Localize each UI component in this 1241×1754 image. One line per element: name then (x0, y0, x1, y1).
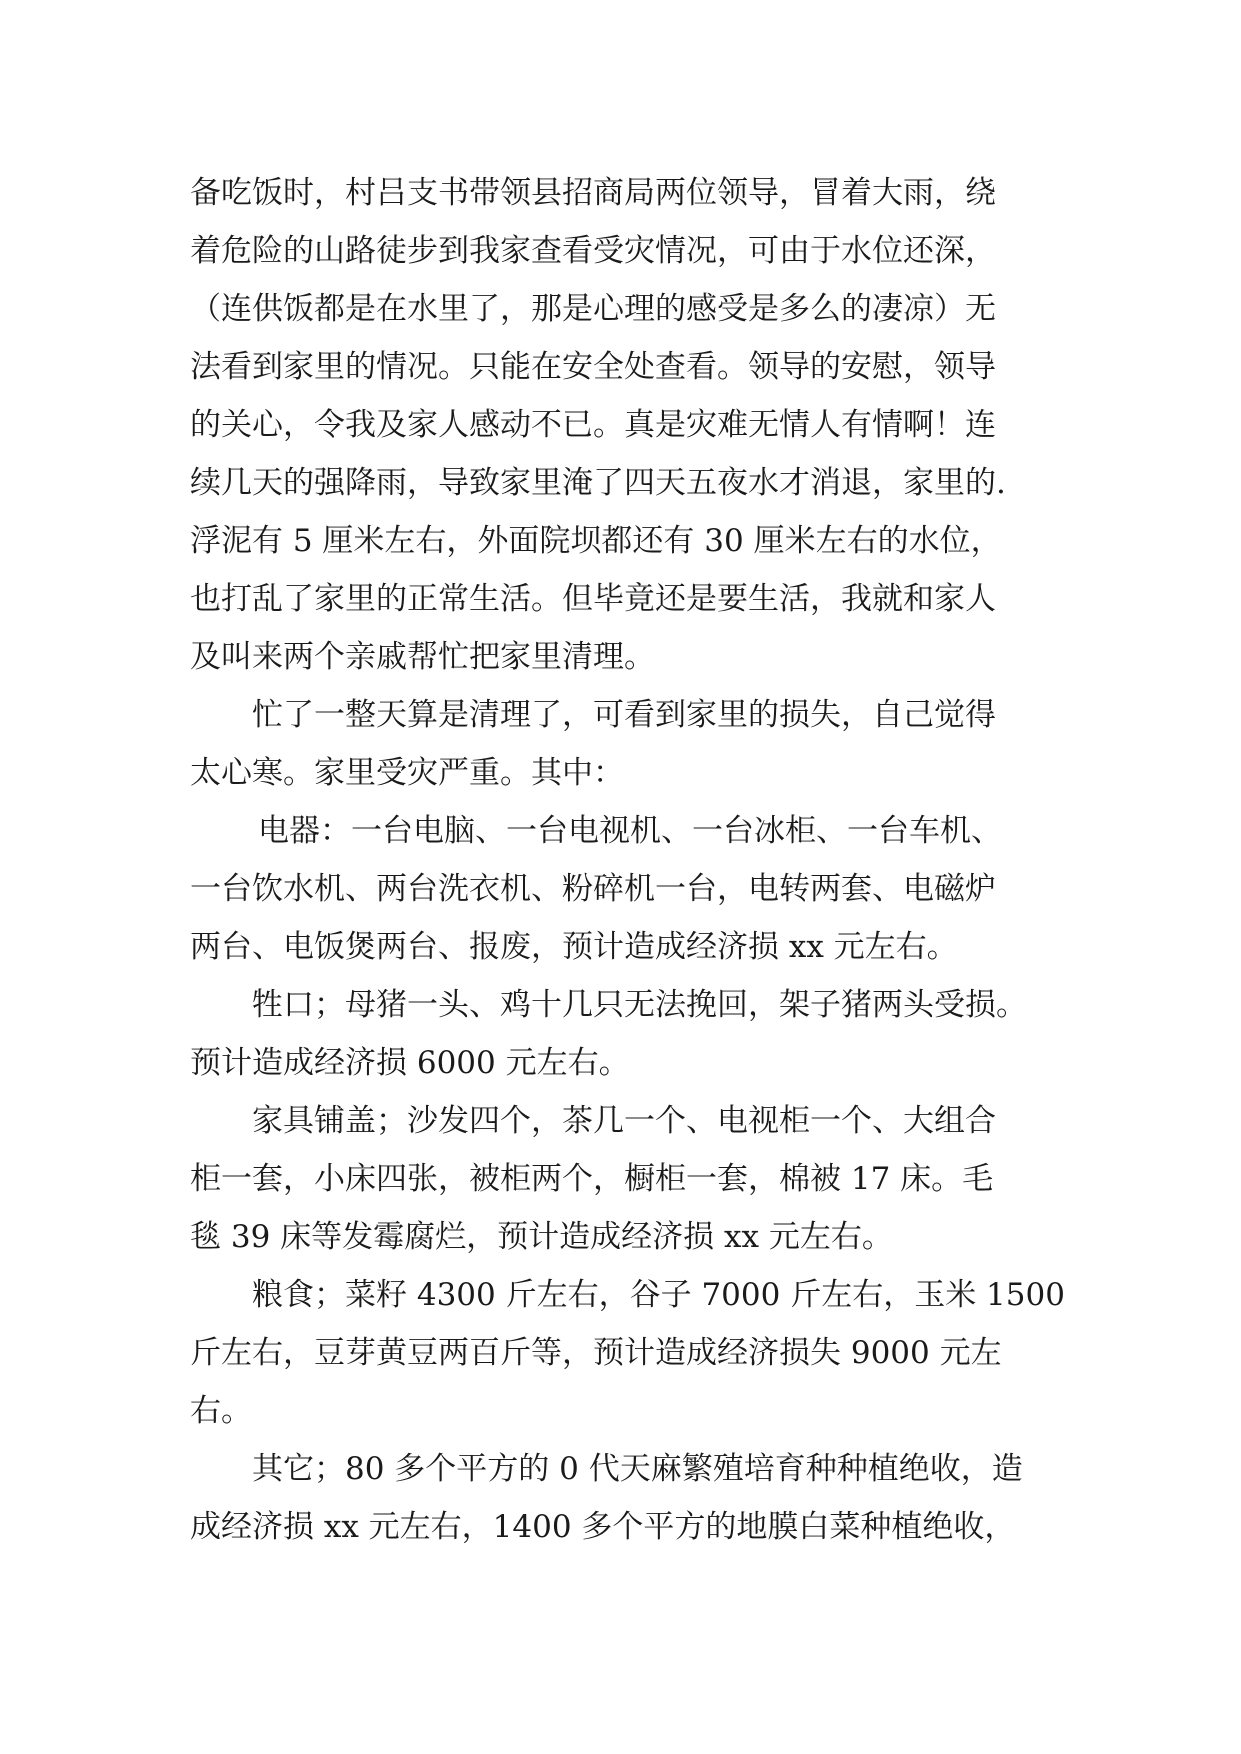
text-line: 太心寒。家里受灾严重。其中： (190, 755, 624, 791)
paragraph-start-line: 牲口；母猪一头、鸡十几只无法挽回，架子猪两头受损。 (252, 987, 1027, 1023)
text-line: 一台饮水机、两台洗衣机、粉碎机一台，电转两套、电磁炉 (190, 871, 996, 907)
text-line: 成经济损 xx 元左右，1400 多个平方的地膜白菜种植绝收， (190, 1509, 1016, 1545)
text-line: 续几天的强降雨，导致家里淹了四天五夜水才消退，家里的. (190, 465, 1006, 501)
text-line: 右。 (190, 1393, 252, 1429)
paragraph-start-line: 其它；80 多个平方的 0 代天麻繁殖培育种种植绝收，造 (252, 1451, 1023, 1487)
text-line: 法看到家里的情况。只能在安全处查看。领导的安慰，领导 (190, 349, 996, 385)
text-line: 备吃饭时，村吕支书带领县招商局两位领导，冒着大雨，绕 (190, 175, 996, 211)
text-line: 及叫来两个亲戚帮忙把家里清理。 (190, 639, 655, 675)
text-line: 斤左右，豆芽黄豆两百斤等，预计造成经济损失 9000 元左 (190, 1335, 1002, 1371)
text-line: 两台、电饭煲两台、报废，预计造成经济损 xx 元左右。 (190, 929, 958, 965)
text-line: 也打乱了家里的正常生活。但毕竟还是要生活，我就和家人 (190, 581, 996, 617)
paragraph-start-line: 粮食；菜籽 4300 斤左右，谷子 7000 斤左右，玉米 1500 (252, 1277, 1065, 1313)
paragraph-start-line: 电器：一台电脑、一台电视机、一台冰柜、一台车机、 (258, 813, 1002, 849)
text-line: 预计造成经济损 6000 元左右。 (190, 1045, 630, 1081)
paragraph-start-line: 家具铺盖；沙发四个，茶几一个、电视柜一个、大组合 (252, 1103, 996, 1139)
text-line: 柜一套，小床四张，被柜两个，橱柜一套，棉被 17 床。毛 (190, 1161, 994, 1197)
body-text (190, 164, 1070, 1556)
text-line: （连供饭都是在水里了，那是心理的感受是多么的凄凉）无 (190, 291, 996, 327)
paragraph-start-line: 忙了一整天算是清理了，可看到家里的损失，自己觉得 (252, 697, 996, 733)
text-line: 浮泥有 5 厘米左右，外面院坝都还有 30 厘米左右的水位， (190, 523, 1002, 559)
text-line: 毯 39 床等发霉腐烂，预计造成经济损 xx 元左右。 (190, 1219, 893, 1255)
text-line: 的关心，令我及家人感动不已。真是灾难无情人有情啊！连 (190, 407, 996, 443)
text-line: 着危险的山路徒步到我家查看受灾情况，可由于水位还深， (190, 233, 996, 269)
